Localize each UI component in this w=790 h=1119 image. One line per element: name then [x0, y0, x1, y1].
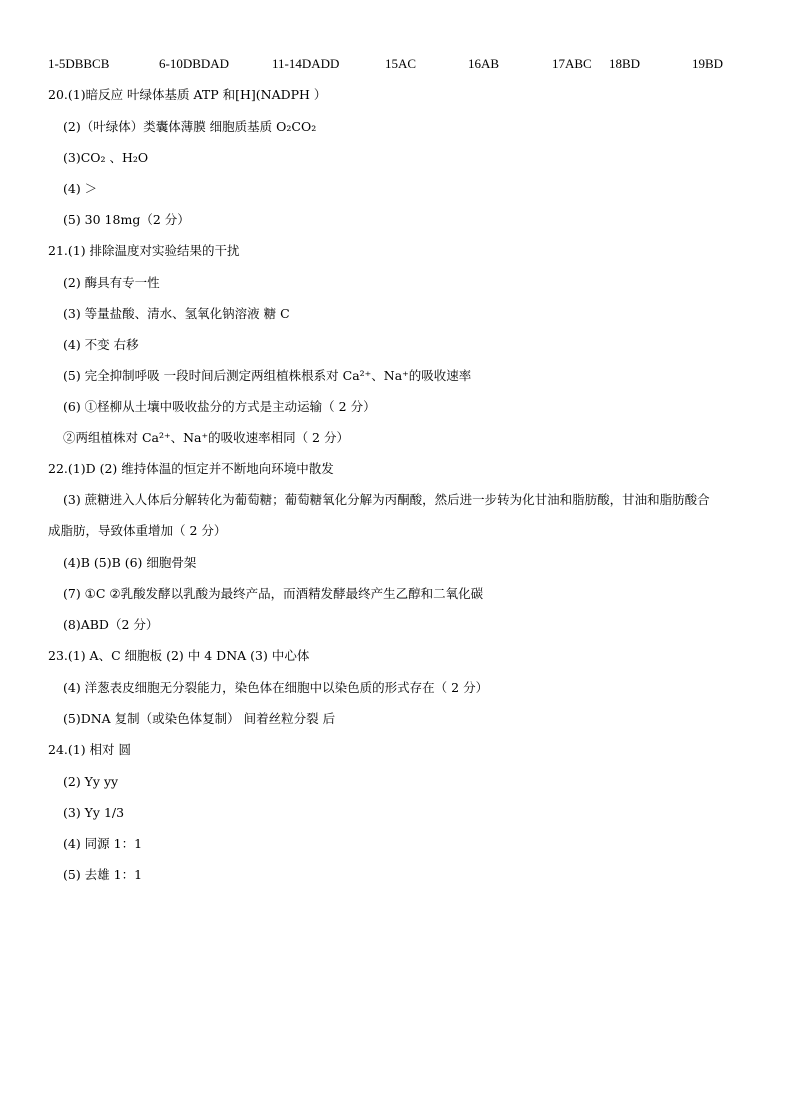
answer-group-18: 18BD: [609, 56, 641, 71]
q21-part1: 21.(1) 排除温度对实验结果的干扰: [48, 243, 240, 258]
q22-part4-6: (4)B (5)B (6) 细胞骨架: [63, 555, 197, 570]
answer-group-15: 15AC: [385, 56, 417, 71]
q23-part1-3: 23.(1) A、C 细胞板 (2) 中 4 DNA (3) 中心体: [48, 648, 310, 663]
q24-part2: (2) Yy yy: [63, 774, 119, 789]
q22-part8: (8)ABD（2 分）: [63, 617, 159, 632]
q22-part3: (3) 蔗糖进入人体后分解转化为葡萄糖；葡萄糖氧化分解为丙酮酸，然后进一步转为化甘油和脂肪酸，甘油和脂肪酸合: [63, 492, 710, 507]
q21-part6-item1: (6) ①柽柳从土壤中吸收盐分的方式是主动运输（ 2 分）: [63, 399, 376, 414]
q21-part5: (5) 完全抑制呼吸 一段时间后测定两组植株根系对 Ca²⁺、Na⁺的吸收速率: [63, 368, 472, 383]
q20-part1: 20.(1)暗反应 叶绿体基质 ATP 和[H](NADPH ）: [48, 87, 327, 102]
answer-group-19: 19BD: [692, 56, 724, 71]
q24-part4: (4) 同源 1：1: [63, 836, 143, 851]
q24-part5: (5) 去雄 1：1: [63, 867, 143, 882]
q20-part3: (3)CO₂ 、H₂O: [63, 150, 149, 165]
answer-group-1-5: 1-5DBBCB: [48, 56, 110, 71]
answer-group-6-10: 6-10DBDAD: [159, 56, 230, 71]
q21-part3: (3) 等量盐酸、清水、氢氧化钠溶液 糖 C: [63, 306, 290, 321]
q21-part4: (4) 不变 右移: [63, 337, 139, 352]
q21-part6-item2: ②两组植株对 Ca²⁺、Na⁺的吸收速率相同（ 2 分）: [63, 430, 349, 445]
q22-part3-continued: 成脂肪，导致体重增加（ 2 分）: [48, 523, 227, 538]
q22-part7: (7) ①C ②乳酸发酵以乳酸为最终产品，而酒精发酵最终产生乙醇和二氧化碳: [63, 586, 484, 601]
answer-group-16: 16AB: [468, 56, 500, 71]
q24-part1: 24.(1) 相对 圆: [48, 742, 132, 757]
q20-part4: (4) ＞: [63, 181, 98, 196]
q20-part5: (5) 30 18mg（2 分）: [63, 212, 190, 227]
q23-part5: (5)DNA 复制（或染色体复制） 间着丝粒分裂 后: [63, 711, 336, 726]
q21-part2: (2) 酶具有专一性: [63, 275, 160, 290]
answer-group-17: 17ABC: [552, 56, 592, 71]
answer-group-11-14: 11-14DADD: [272, 56, 340, 71]
q22-part1-2: 22.(1)D (2) 维持体温的恒定并不断地向环境中散发: [48, 461, 334, 476]
q23-part4: (4) 洋葱表皮细胞无分裂能力，染色体在细胞中以染色质的形式存在（ 2 分）: [63, 680, 489, 695]
q20-part2: (2)（叶绿体）类囊体薄膜 细胞质基质 O₂CO₂: [63, 119, 317, 134]
q24-part3: (3) Yy 1/3: [63, 805, 125, 820]
